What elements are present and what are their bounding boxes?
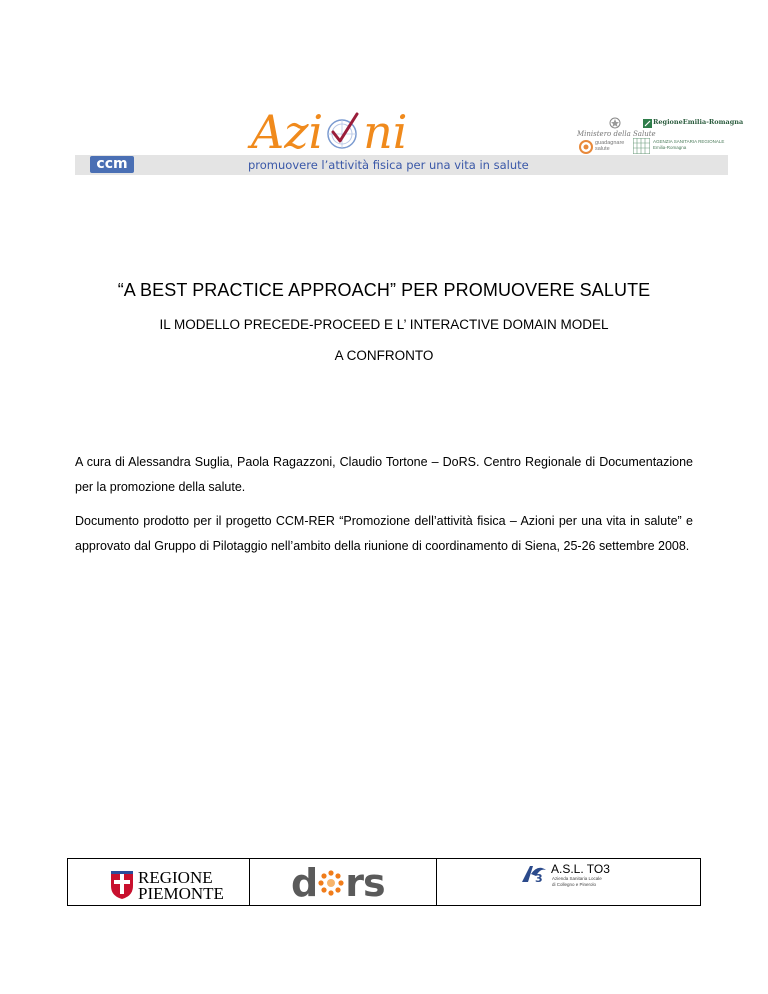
ministero-text: Ministero della Salute [577,130,656,138]
document-title: “A BEST PRACTICE APPROACH” PER PROMUOVERE SALUTE [117,280,651,300]
footer-divider-1 [249,859,250,905]
piemonte-text: PIEMONTE [138,884,224,903]
svg-text:3: 3 [535,872,543,884]
ccm-logo: ccm [90,156,134,173]
agenzia-text-line1: AGENZIA SANITARIA REGIONALE [653,139,725,144]
footer-divider-2 [436,859,437,905]
dors-rs: rs [345,861,385,905]
authors-paragraph: A cura di Alessandra Suglia, Paola Ragazzoni, Claudio Tortone – DoRS. Centro Regionale di Documentazione per la promozione della salute. [75,455,693,494]
asl-to3-emblem-icon [520,864,548,884]
rer-leaf-icon [643,119,652,128]
guadagnare-heart-icon [579,140,593,154]
asl-subtitle-line1: Azienda Sanitaria Locale [552,876,602,881]
document-subtitle-line2: A CONFRONTO [334,348,434,363]
azioni-logo [251,105,408,159]
tagline: promuovere l’attività fisica per una vita in salute [248,158,529,172]
document-info-paragraph: Documento prodotto per il progetto CCM-RER “Promozione dell’attività fisica – Azioni per una vita in salute” e approvato dal Gruppo di Pilotaggio nell’ambito della riunione di coordinamento di Siena, 25-26 settembre 2008. [75,514,693,553]
salute-text: salute [595,146,610,152]
guadagnare-salute-logo [579,138,629,156]
azioni-logo-part1: Azi [251,105,324,159]
partner-logos [567,116,744,156]
asl-title: A.S.L. TO3 [551,862,610,876]
asl-to3-logo [520,862,650,892]
agenzia-sanitaria-logo [633,138,723,156]
checkmark-circle-icon [323,108,363,152]
document-subtitle-line1: IL MODELLO PRECEDE-PROCEED E L’ INTERACTIVE DOMAIN MODEL [159,317,609,332]
footer-logos-box [67,858,701,906]
rer-text: RegioneEmilia-Romagna [653,118,744,126]
header-banner [75,105,744,175]
regione-piemonte-logo [110,870,240,904]
asl-subtitle-line2: di Collegno e Pinerolo [552,882,597,887]
regione-emilia-romagna-logo [643,118,744,136]
agenzia-text-line2: Emilia-Romagna [653,145,687,150]
dors-logo [291,861,403,905]
guadagnare-text: guadagnare [595,140,625,146]
dors-d: d [291,861,318,905]
regione-text: REGIONE [138,868,213,887]
azioni-logo-part2: ni [363,105,408,159]
dors-dotted-ring-icon [318,866,344,896]
agenzia-grid-icon [633,138,650,154]
piemonte-shield-icon [110,870,134,900]
